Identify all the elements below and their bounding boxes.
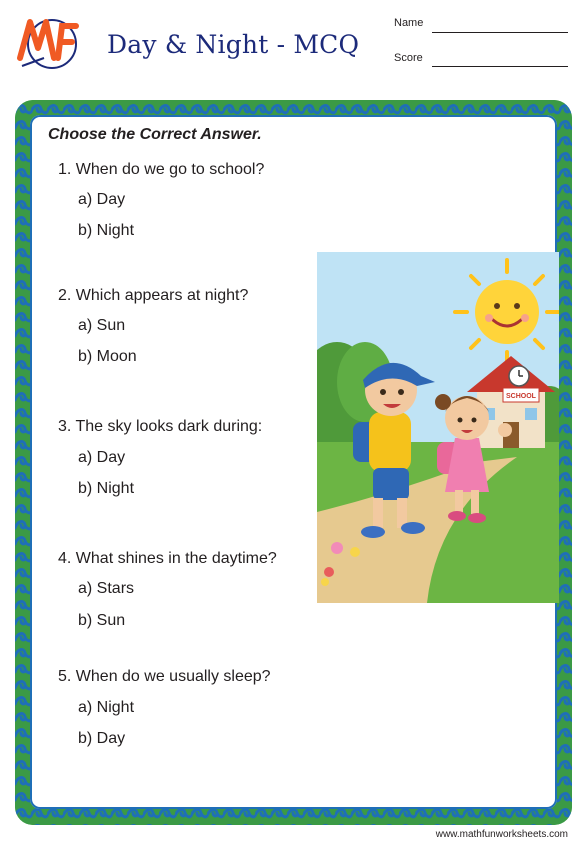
question-4: 4. What shines in the daytime? xyxy=(58,550,277,567)
score-field-line[interactable] xyxy=(432,66,568,67)
score-label: Score xyxy=(394,52,423,64)
question-2-option-b[interactable]: b) Moon xyxy=(78,348,137,365)
footer-website[interactable]: www.mathfunworksheets.com xyxy=(435,829,568,840)
question-1: 1. When do we go to school? xyxy=(58,161,265,178)
logo xyxy=(14,14,82,74)
instruction-heading: Choose the Correct Answer. xyxy=(48,126,262,143)
school-sign: SCHOOL xyxy=(506,393,536,400)
question-3-option-b[interactable]: b) Night xyxy=(78,480,135,497)
question-4-option-b[interactable]: b) Sun xyxy=(78,612,126,629)
question-1-option-b[interactable]: b) Night xyxy=(78,222,135,239)
logo-graphic xyxy=(14,14,82,74)
question-2-option-a[interactable]: a) Sun xyxy=(78,317,126,334)
question-4-option-a[interactable]: a) Stars xyxy=(78,580,135,597)
name-label: Name xyxy=(394,17,424,29)
question-3: 3. The sky looks dark during: xyxy=(58,418,263,435)
question-5: 5. When do we usually sleep? xyxy=(58,668,271,685)
question-5-option-a[interactable]: a) Night xyxy=(78,699,135,716)
page-title: Day & Night - MCQ xyxy=(107,30,360,59)
question-5-option-b[interactable]: b) Day xyxy=(78,730,126,747)
logo-text: MF xyxy=(34,72,36,73)
question-1-option-a[interactable]: a) Day xyxy=(78,191,126,208)
name-field-line[interactable] xyxy=(432,32,568,33)
question-3-option-a[interactable]: a) Day xyxy=(78,449,126,466)
kids-walking-to-school-illustration xyxy=(317,252,559,603)
question-2: 2. Which appears at night? xyxy=(58,287,249,304)
